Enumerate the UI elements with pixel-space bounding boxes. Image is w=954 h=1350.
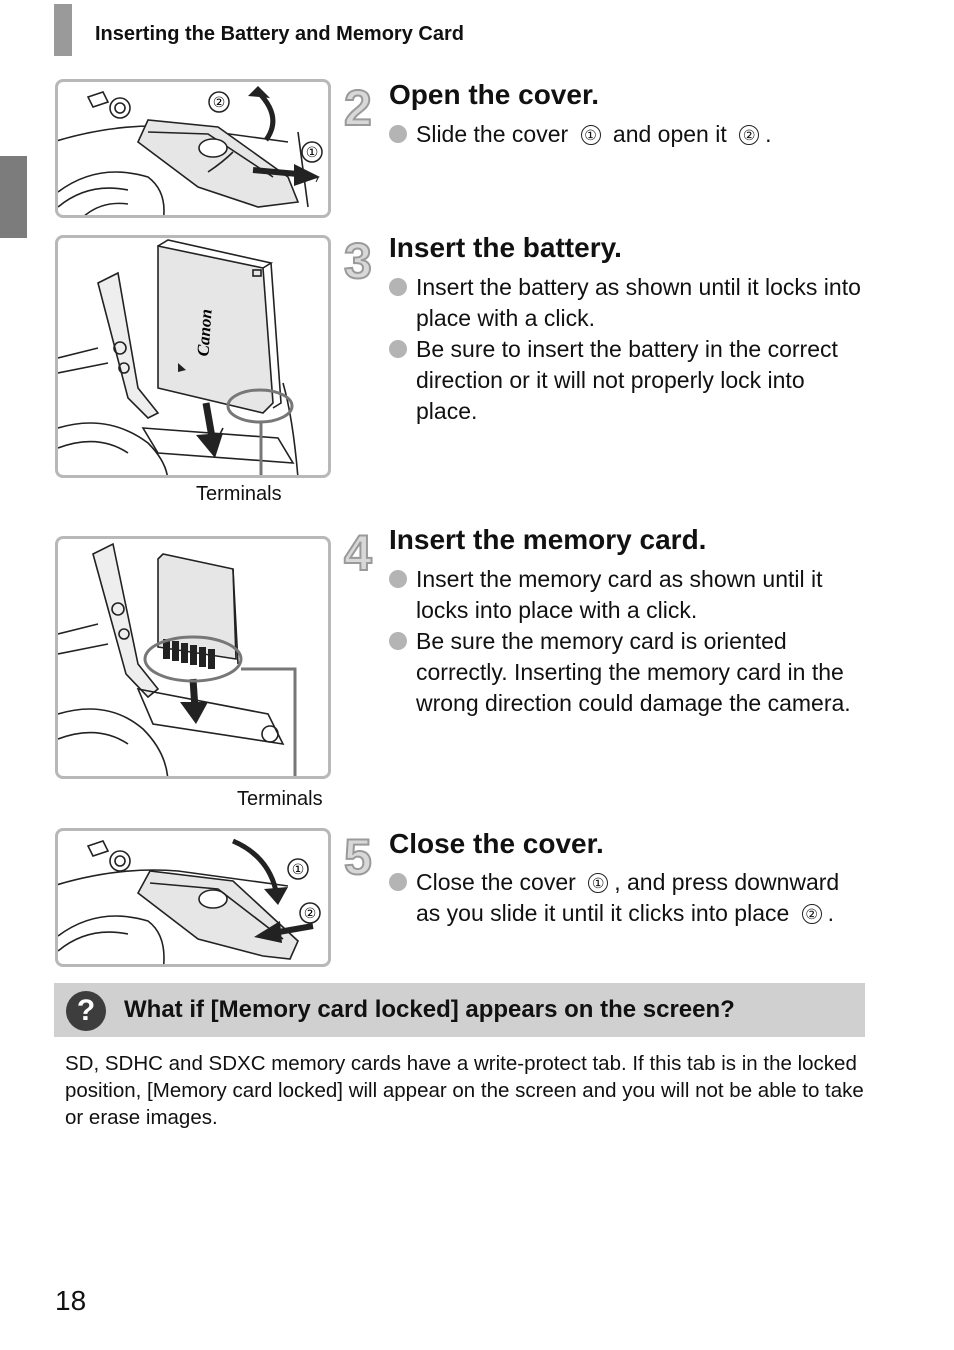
circled-number-1: ① [581, 125, 601, 145]
step-title: Insert the battery. [389, 232, 622, 263]
bullet-dot-icon [389, 340, 407, 358]
step-number: 4 [344, 525, 372, 581]
instruction-text: Close the cover [416, 869, 576, 895]
step-instructions [389, 119, 869, 150]
step-number: 5 [344, 829, 372, 885]
instruction-text: Insert the memory card as shown until it locks into place with a click. [416, 566, 823, 623]
figure-marker-1: ① [291, 862, 305, 878]
instruction-text: . [765, 121, 772, 147]
step-number: 3 [344, 233, 372, 289]
bullet-dot-icon [389, 632, 407, 650]
section-header-title: Inserting the Battery and Memory Card [95, 23, 464, 45]
circled-number-2: ② [802, 904, 822, 924]
page-number: 18 [55, 1285, 87, 1316]
instruction-text: Be sure to insert the battery in the correct direction or it will not properly lock into place. [416, 336, 838, 424]
step-title: Open the cover. [389, 79, 600, 110]
instruction-item [389, 564, 869, 626]
bullet-dot-icon [389, 873, 407, 891]
circled-number-1: ① [588, 873, 608, 893]
bullet-dot-icon [389, 278, 407, 296]
instruction-item [389, 334, 869, 427]
illustration-open-cover [55, 79, 331, 218]
memory-card-terminals-caption: Terminals [237, 788, 323, 810]
step-instructions [389, 272, 869, 427]
instruction-item [389, 272, 869, 334]
instruction-item [389, 626, 869, 719]
chapter-side-tab [0, 156, 27, 238]
instruction-item [389, 119, 869, 150]
bullet-dot-icon [389, 125, 407, 143]
figure-marker-2: ② [303, 906, 317, 922]
step-number: 2 [344, 80, 372, 136]
instruction-text: Slide the cover [416, 121, 569, 147]
faq-body-text: SD, SDHC and SDXC memory cards have a write-protect tab. If this tab is in the locked position, [Memory card locked] will appear on the screen and you will not be able to take or erase images. [65, 1052, 864, 1129]
instruction-text: , and press downward as you slide it until it clicks into place [416, 869, 840, 926]
instruction-text: and open it [612, 121, 727, 147]
step-title: Close the cover. [389, 828, 604, 859]
instruction-text: Insert the battery as shown until it locks into place with a click. [416, 274, 861, 331]
illustration-close-cover [55, 828, 331, 967]
bullet-dot-icon [389, 570, 407, 588]
instruction-text: . [827, 900, 835, 926]
step-title: Insert the memory card. [389, 524, 707, 555]
header-accent-bar [54, 4, 72, 56]
circled-number-2: ② [739, 125, 759, 145]
faq-header-bar [54, 983, 865, 1037]
battery-terminals-caption: Terminals [196, 483, 282, 505]
faq-title: What if [Memory card locked] appears on the screen? [124, 996, 735, 1023]
illustration-insert-battery [55, 235, 331, 478]
figure-marker-1: ① [305, 145, 319, 161]
instruction-text: Be sure the memory card is oriented correctly. Inserting the memory card in the wrong direction could damage the camera. [416, 628, 851, 716]
question-mark-icon: ? [66, 991, 106, 1031]
step-instructions [389, 867, 869, 929]
step-instructions [389, 564, 869, 719]
instruction-item [389, 867, 869, 929]
illustration-insert-memory-card [55, 536, 331, 779]
figure-marker-2: ② [212, 95, 226, 111]
battery-brand-label: Canon [193, 308, 216, 357]
